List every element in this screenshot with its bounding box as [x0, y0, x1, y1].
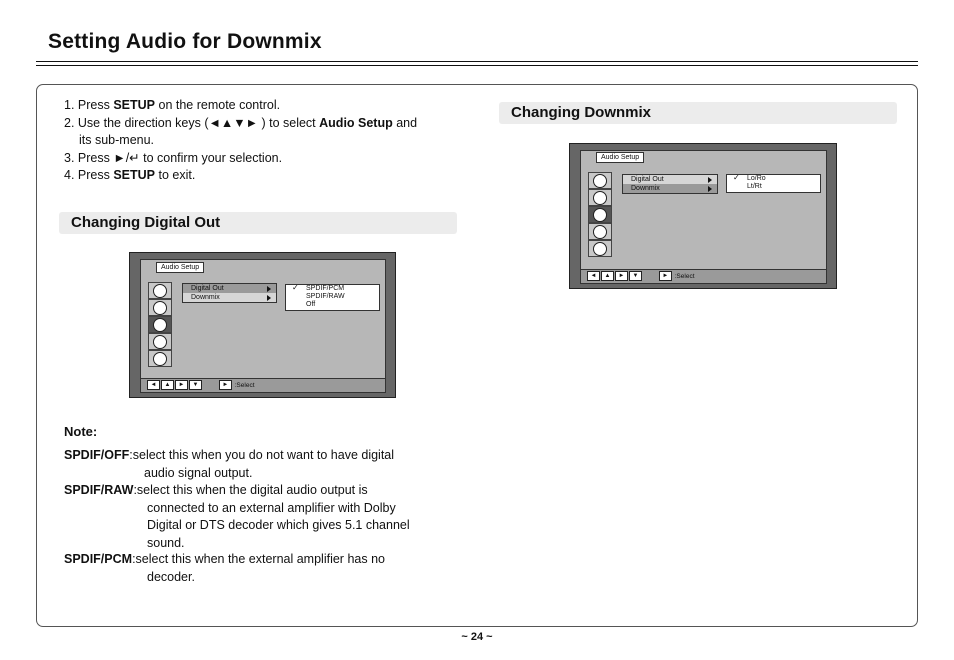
- osd-footer: [581, 269, 826, 283]
- enter-key-icon: ►/↵: [113, 150, 140, 165]
- osd-submenu: [285, 284, 380, 311]
- note-text: sound.: [147, 535, 185, 550]
- check-icon: ✓: [292, 283, 299, 292]
- note-text: Digital or DTS decoder which gives 5.1 channel: [147, 518, 410, 532]
- option-label: Lo/Ro: [747, 175, 766, 182]
- note-spdif-raw: [64, 482, 410, 552]
- step-text: 3. Press: [64, 150, 114, 165]
- exit-icon: [148, 350, 172, 367]
- audio-setup-icon: [148, 316, 172, 333]
- osd-screen-downmix: [569, 143, 837, 289]
- note-spdif-off: [64, 447, 394, 482]
- osd-menu: [182, 283, 277, 303]
- osd-icon-column: [148, 282, 172, 367]
- osd-menu: [622, 174, 718, 194]
- page-title: Setting Audio for Downmix: [48, 30, 322, 53]
- osd-icon-column: [588, 172, 612, 257]
- section-digital-out-heading: Changing Digital Out: [59, 212, 457, 234]
- tools-icon: [588, 223, 612, 240]
- option-spdif-pcm[interactable]: [286, 285, 379, 293]
- step-key: SETUP: [113, 98, 156, 112]
- osd-tab: Audio Setup: [596, 152, 644, 163]
- step-4: [64, 167, 417, 185]
- step-text: and: [392, 115, 418, 130]
- page-number: ~ 24 ~: [461, 631, 493, 643]
- footer-label: :Select: [674, 273, 695, 280]
- play-key-icon: ►: [219, 380, 232, 390]
- osd-footer: [141, 378, 385, 392]
- step-text: 4. Press: [64, 168, 114, 182]
- menu-item-digital-out[interactable]: Digital Out: [623, 175, 717, 184]
- note-spdif-pcm: [64, 551, 385, 586]
- osd-panel: [580, 150, 827, 284]
- check-icon: ✓: [733, 173, 740, 182]
- menu-item-digital-out[interactable]: Digital Out: [183, 284, 276, 293]
- note-text: decoder.: [147, 569, 195, 584]
- osd-tab: Audio Setup: [156, 262, 204, 273]
- osd-panel: [140, 259, 386, 393]
- note-text: :select this when the digital audio output is: [133, 483, 368, 497]
- note-text: connected to an external amplifier with Dolby: [147, 500, 396, 515]
- footer-label: :Select: [234, 382, 255, 389]
- direction-keys-icon: ◄ ▲ ► ▼: [147, 382, 203, 389]
- step-3: [64, 150, 417, 168]
- step-text: on the remote control.: [155, 98, 281, 112]
- general-setup-icon: [588, 172, 612, 189]
- step-2: [64, 115, 417, 133]
- option-lo-ro[interactable]: [727, 175, 820, 183]
- exit-icon: [588, 240, 612, 257]
- step-2-cont: its sub-menu.: [79, 133, 155, 147]
- menu-item-downmix[interactable]: Downmix: [183, 293, 276, 302]
- note-term: SPDIF/PCM: [64, 552, 133, 566]
- instruction-steps: [64, 97, 417, 185]
- step-1: [64, 97, 417, 115]
- video-setup-icon: [588, 189, 612, 206]
- note-text: :select this when you do not want to have digital: [129, 448, 395, 462]
- step-text: to exit.: [155, 168, 196, 182]
- general-setup-icon: [148, 282, 172, 299]
- option-label: SPDIF/PCM: [306, 285, 345, 292]
- note-text: :select this when the external amplifier has no: [132, 552, 385, 566]
- menu-item-downmix[interactable]: Downmix: [623, 184, 717, 193]
- section-downmix-heading: Changing Downmix: [499, 102, 897, 124]
- note-term: SPDIF/OFF: [64, 448, 130, 462]
- step-text: 1. Press: [64, 98, 114, 112]
- audio-setup-icon: [588, 206, 612, 223]
- osd-submenu: [726, 174, 821, 193]
- step-text: to confirm your selection.: [139, 150, 283, 165]
- step-key: Audio Setup: [319, 115, 393, 130]
- tools-icon: [148, 333, 172, 350]
- option-lt-rt[interactable]: Lt/Rt: [747, 183, 762, 190]
- note-term: SPDIF/RAW: [64, 483, 134, 497]
- option-spdif-raw[interactable]: SPDIF/RAW: [306, 293, 345, 300]
- step-text: 2. Use the direction keys (◄▲▼► ) to select: [64, 115, 320, 130]
- step-key: SETUP: [113, 168, 156, 182]
- title-rule: [36, 61, 918, 62]
- note-heading: Note:: [64, 424, 98, 439]
- video-setup-icon: [148, 299, 172, 316]
- osd-screen-digital-out: [129, 252, 396, 398]
- direction-keys-icon: ◄ ▲ ► ▼: [587, 273, 643, 280]
- title-rule-thin: [36, 65, 918, 66]
- play-key-icon: ►: [659, 271, 672, 281]
- option-off[interactable]: Off: [306, 301, 316, 308]
- note-text: audio signal output.: [144, 465, 253, 480]
